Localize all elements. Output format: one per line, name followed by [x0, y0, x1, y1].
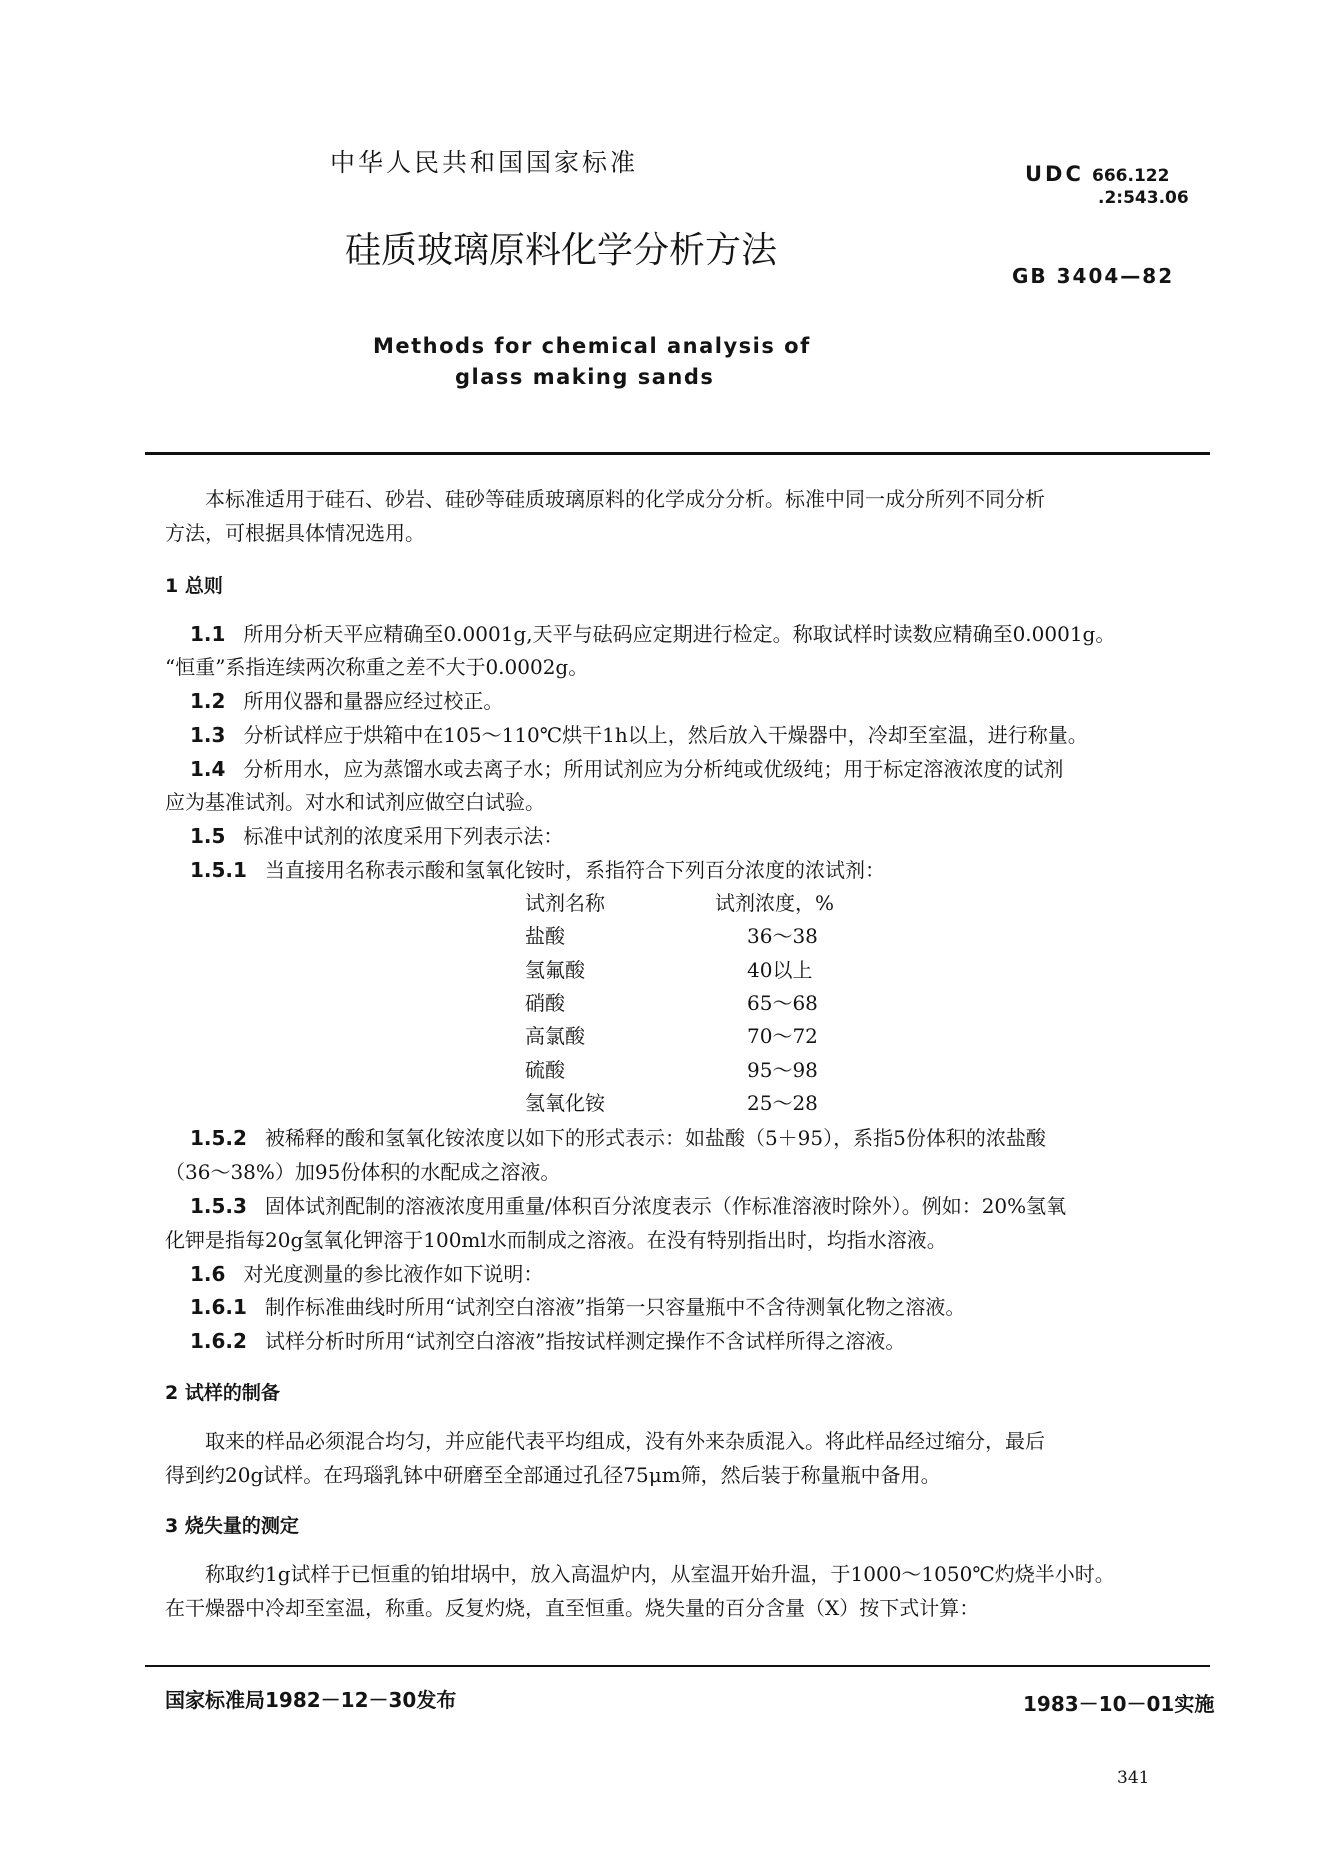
clause-text: 所用分析天平应精确至0.0001g,天平与砝码应定期进行检定。称取试样时读数应精确至0.0001g。 [243, 622, 1116, 646]
clause-1-6 [190, 1258, 543, 1292]
section-1-heading: 1 总则 [165, 575, 223, 597]
page-title: 硅质玻璃原料化学分析方法 [345, 230, 778, 271]
effective-date: 1983－10－01实施 [1023, 1692, 1215, 1716]
table-col-name: 试剂名称 [525, 891, 605, 915]
section-2-heading: 2 试样的制备 [165, 1382, 280, 1404]
reagent-conc: 36～38 [747, 924, 818, 948]
clause-number: 1.4 [190, 757, 226, 781]
issue-date: 国家标准局1982－12－30发布 [165, 1688, 457, 1712]
clause-text: 对光度测量的参比液作如下说明： [243, 1262, 544, 1286]
clause-1-3 [190, 719, 1088, 753]
clause-number: 1.3 [190, 723, 226, 747]
clause-number: 1.5.2 [190, 1126, 247, 1150]
clause-number: 1.2 [190, 689, 226, 713]
clause-number: 1.5.1 [190, 858, 247, 882]
clause-1-5-3-cont: 化钾是指每20g氢氧化钾溶于100ml水而制成之溶液。在没有特别指出时，均指水溶液。 [165, 1228, 947, 1252]
intro-line2: 方法，可根据具体情况选用。 [165, 521, 425, 545]
reagent-conc: 70～72 [747, 1024, 818, 1048]
title-en-line2: glass making sands [455, 365, 715, 389]
reagent-conc: 65～68 [747, 991, 818, 1015]
reagent-conc: 40以上 [747, 958, 813, 982]
clause-number: 1.5 [190, 824, 226, 848]
intro-line1: 本标准适用于硅石、砂岩、硅砂等硅质玻璃原料的化学成分分析。标准中同一成分所列不同分析 [205, 487, 1045, 511]
clause-text: 固体试剂配制的溶液浓度用重量/体积百分浓度表示（作标准溶液时除外）。例如：20%氢氧 [264, 1194, 1067, 1218]
page-number: 341 [1117, 1768, 1150, 1788]
clause-text: 试样分析时所用“试剂空白溶液”指按试样测定操作不含试样所得之溶液。 [264, 1329, 906, 1353]
clause-1-5 [190, 820, 563, 854]
clause-1-1-cont: “恒重”系指连续两次称重之差不大于0.0002g。 [165, 655, 589, 679]
clause-1-6-1 [190, 1291, 965, 1325]
udc-line1: 666.122 [1092, 166, 1170, 186]
clause-number: 1.5.3 [190, 1194, 247, 1218]
section-3-line1: 称取约1g试样于已恒重的铂坩埚中，放入高温炉内，从室温开始升温，于1000～1050℃灼烧半小时。 [205, 1562, 1115, 1586]
clause-1-5-2 [190, 1122, 1046, 1156]
clause-number: 1.1 [190, 622, 226, 646]
section-2-line2: 得到约20g试样。在玛瑙乳钵中研磨至全部通过孔径75μm筛，然后装于称量瓶中备用。 [165, 1463, 941, 1487]
clause-1-1 [190, 618, 1115, 652]
clause-1-4-cont: 应为基准试剂。对水和试剂应做空白试验。 [165, 790, 545, 814]
clause-1-5-1 [190, 854, 885, 888]
footer-rule [145, 1665, 1210, 1667]
section-3-heading: 3 烧失量的测定 [165, 1515, 299, 1537]
reagent-name: 硝酸 [525, 991, 565, 1015]
reagent-name: 高氯酸 [525, 1024, 585, 1048]
section-2-line1: 取来的样品必须混合均匀，并应能代表平均组成，没有外来杂质混入。将此样品经过缩分，最后 [205, 1429, 1045, 1453]
reagent-conc: 95～98 [747, 1058, 818, 1082]
clause-1-5-2-cont: （36～38%）加95份体积的水配成之溶液。 [165, 1160, 561, 1184]
reagent-name: 盐酸 [525, 924, 565, 948]
title-en-line1: Methods for chemical analysis of [373, 334, 811, 358]
clause-1-4 [190, 753, 1063, 787]
section-3-line2: 在干燥器中冷却至室温，称重。反复灼烧，直至恒重。烧失量的百分含量（X）按下式计算： [165, 1596, 980, 1620]
reagent-name: 硫酸 [525, 1058, 565, 1082]
clause-number: 1.6.2 [190, 1329, 247, 1353]
clause-text: 制作标准曲线时所用“试剂空白溶液”指第一只容量瓶中不含待测氧化物之溶液。 [264, 1295, 966, 1319]
gb-number: GB 3404—82 [1012, 264, 1175, 288]
udc-line2: .2:543.06 [1098, 188, 1189, 208]
clause-1-2 [190, 685, 503, 719]
clause-number: 1.6 [190, 1262, 226, 1286]
standard-org: 中华人民共和国国家标准 [330, 148, 639, 177]
header-rule [145, 452, 1210, 455]
reagent-name: 氢氟酸 [525, 958, 585, 982]
udc-label: UDC [1025, 162, 1084, 186]
clause-text: 当直接用名称表示酸和氢氧化铵时，系指符合下列百分浓度的浓试剂： [264, 858, 885, 882]
clause-text: 标准中试剂的浓度采用下列表示法： [243, 824, 564, 848]
clause-text: 分析试样应于烘箱中在105～110℃烘干1h以上，然后放入干燥器中，冷却至室温，进行称量。 [243, 723, 1088, 747]
clause-number: 1.6.1 [190, 1295, 247, 1319]
clause-text: 所用仪器和量器应经过校正。 [243, 689, 504, 713]
table-col-conc: 试剂浓度，% [715, 891, 835, 915]
reagent-conc: 25～28 [747, 1091, 818, 1115]
reagent-name: 氢氧化铵 [525, 1091, 605, 1115]
clause-text: 被稀释的酸和氢氧化铵浓度以如下的形式表示：如盐酸（5＋95），系指5份体积的浓盐酸 [264, 1126, 1046, 1150]
clause-text: 分析用水，应为蒸馏水或去离子水；所用试剂应为分析纯或优级纯；用于标定溶液浓度的试剂 [243, 757, 1064, 781]
clause-1-6-2 [190, 1325, 905, 1359]
clause-1-5-3 [190, 1190, 1066, 1224]
